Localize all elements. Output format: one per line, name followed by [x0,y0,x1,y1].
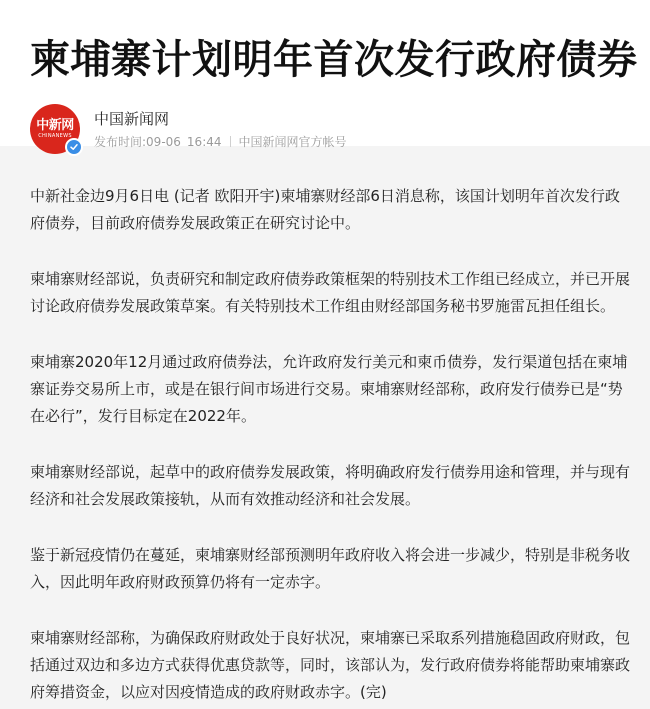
account-label: 中国新闻网官方帐号 [238,134,347,149]
publish-meta [94,134,347,150]
source-avatar-wrap[interactable] [30,104,80,154]
avatar-logo-text: 中新网 [36,117,74,133]
article-body [0,146,650,709]
verified-check-glyph [70,143,78,151]
avatar-logo-subtext: CHINANEWS [38,132,72,139]
verified-check-icon [65,138,83,156]
article-paragraph: 中新社金边9月6日电 (记者 欧阳开宇)柬埔寨财经部6日消息称，该国计划明年首次发行政府债券，目前政府债券发展政策正在研究讨论中。 [30,187,620,232]
source-info [94,109,347,150]
article-paragraph: 柬埔寨财经部说，负责研究和制定政府债券政策框架的特别技术工作组已经成立，并已开展讨论政府债券发展政策草案。有关特别技术工作组由财经部国务秘书罗施雷瓦担任组长。 [30,270,631,315]
article-paragraph: 柬埔寨2020年12月通过政府债券法，允许政府发行美元和柬币债券，发行渠道包括在柬埔寨证券交易所上市，或是在银行间市场进行交易。柬埔寨财经部称，政府发行债券已是“势在必行”，发行目标定在2022年。 [30,353,628,425]
article-paragraph: 鉴于新冠疫情仍在蔓延，柬埔寨财经部预测明年政府收入将会进一步减少，特别是非税务收入，因此明年政府财政预算仍将有一定赤字。 [30,546,631,591]
meta-divider [230,136,231,147]
article-paragraph: 柬埔寨财经部称，为确保政府财政处于良好状况，柬埔寨已采取系列措施稳固政府财政，包括通过双边和多边方式获得优惠贷款等，同时，该部认为，发行政府债券将能帮助柬埔寨政府筹措资金，以应对因疫情造成的政府财政赤字。(完) [30,629,631,701]
publish-time: 16:44 [186,134,222,149]
source-name[interactable]: 中国新闻网 [94,109,170,128]
publish-date: 09-06 [146,134,181,149]
publish-label: 发布时间: [94,134,147,149]
article-title: 柬埔寨计划明年首次发行政府债券 [30,37,638,83]
article-paragraph: 柬埔寨财经部说，起草中的政府债券发展政策，将明确政府发行债券用途和管理，并与现有经济和社会发展政策接轨，从而有效推动经济和社会发展。 [30,463,631,508]
article-header [0,0,650,149]
